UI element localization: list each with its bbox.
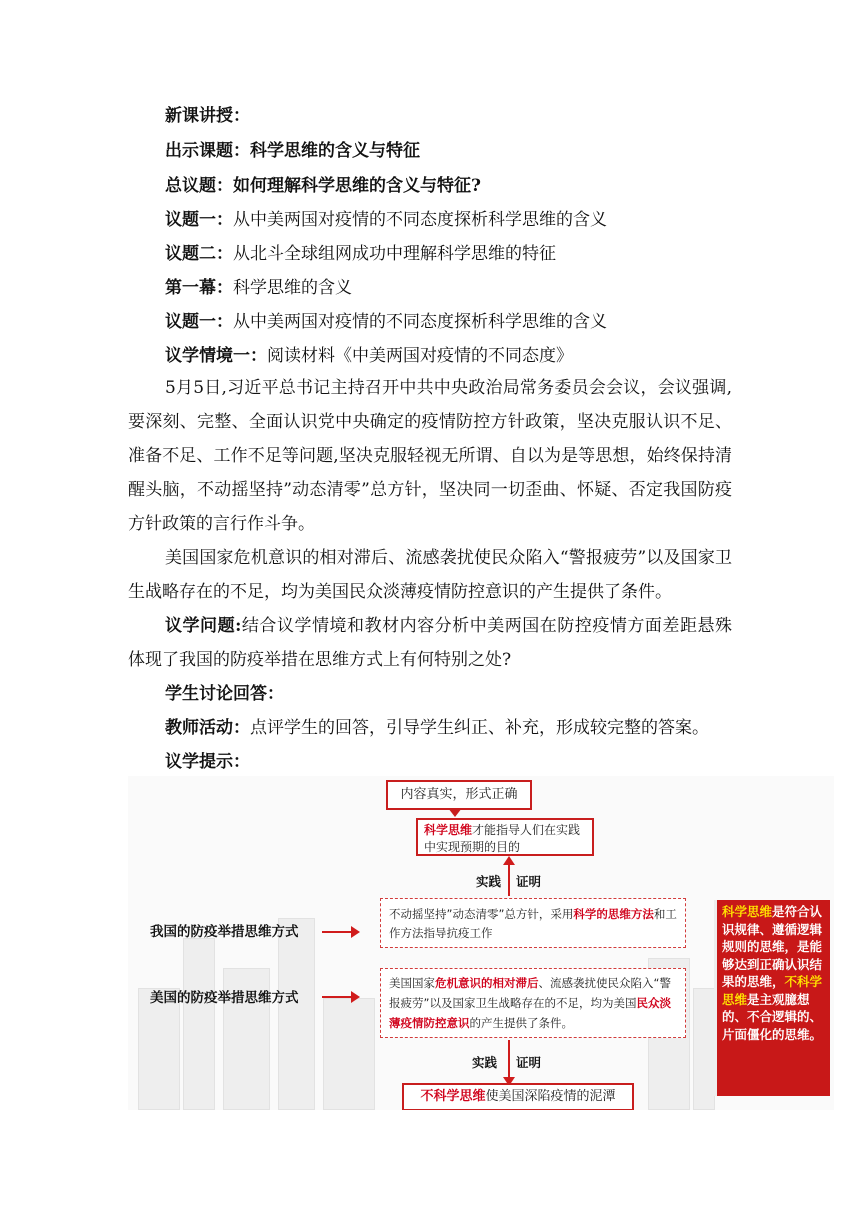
scenario-line bbox=[165, 345, 573, 367]
paragraph-question bbox=[128, 609, 732, 677]
background-building bbox=[693, 988, 715, 1110]
science-thinking-term: 科学思维 bbox=[424, 823, 473, 837]
question-text: 结合议学情境和教材内容分析中美两国在防控疫情方面差距悬殊体现了我国的防疫举措在思维方式上有何特别之处? bbox=[128, 616, 733, 670]
section-heading bbox=[165, 105, 250, 127]
teacher-text: 点评学生的回答，引导学生纠正、补充，形成较完整的答案。 bbox=[250, 718, 709, 738]
lesson-title-line bbox=[165, 140, 420, 162]
background-building bbox=[138, 988, 180, 1110]
topic-two-line bbox=[165, 243, 556, 265]
china-thinking-label: 我国的防疫举措思维方式 bbox=[150, 924, 299, 940]
lesson-title: 科学思维的含义与特征 bbox=[250, 141, 420, 161]
practice-label: 实践 bbox=[476, 874, 502, 889]
question-label: 议学问题: bbox=[165, 616, 242, 636]
line-label: 议题一： bbox=[165, 210, 233, 230]
usa-method-text-mid: 、流感袭扰使民众陷入“警报疲劳”以及国家卫生战略存在的不足，均为美国 bbox=[389, 976, 671, 1010]
science-thinking-text: 才能指导人们在实践中实现预期的目的 bbox=[424, 823, 581, 854]
line-label: 第一幕： bbox=[165, 278, 233, 298]
topic-one-line bbox=[165, 209, 607, 231]
scenario-text: 阅读材料《中美两国对疫情的不同态度》 bbox=[267, 346, 573, 366]
teacher-line bbox=[165, 717, 709, 739]
definition-text-2: 是主观臆想的、不合逻辑的、片面僵化的思维。 bbox=[722, 991, 823, 1042]
definition-highlight-2: 不科学思维 bbox=[722, 974, 823, 1007]
definition-text: 是符合认识规律、遵循逻辑规则的思维，是能够达到正确认识结果的思维， bbox=[722, 904, 823, 989]
non-science-text: 使美国深陷疫情的泥潭 bbox=[485, 1089, 616, 1104]
china-method-text-end: 和工作方法指导抗疫工作 bbox=[389, 907, 677, 940]
topic-text: 从中美两国对疫情的不同态度探析科学思维的含义 bbox=[233, 312, 607, 332]
line-label: 总议题： bbox=[165, 176, 233, 196]
down-pointer-icon bbox=[448, 808, 462, 817]
practice-label: 实践 bbox=[472, 1055, 498, 1070]
definition-highlight: 科学思维 bbox=[722, 904, 773, 919]
usa-method-text: 美国国家 bbox=[389, 976, 435, 990]
discussion-line: 学生讨论回答： bbox=[165, 684, 284, 704]
non-science-box bbox=[402, 1083, 634, 1110]
prove-label: 证明 bbox=[516, 874, 542, 889]
background-building bbox=[278, 918, 315, 1110]
topic-text: 从中美两国对疫情的不同态度探析科学思维的含义 bbox=[233, 210, 607, 230]
science-thinking-box bbox=[416, 818, 594, 856]
non-science-term: 不科学思维 bbox=[420, 1089, 486, 1104]
line-label: 新课讲授： bbox=[165, 106, 250, 126]
line-label: 议学情境一： bbox=[165, 346, 267, 366]
china-method-box bbox=[380, 898, 686, 948]
right-arrow-icon bbox=[322, 996, 358, 998]
china-method-highlight: 科学的思维方法 bbox=[573, 907, 654, 921]
down-arrow-icon bbox=[508, 1040, 510, 1078]
usa-method-highlight: 危机意识的相对滞后 bbox=[435, 976, 539, 990]
prove-label: 证明 bbox=[516, 1055, 542, 1070]
main-topic: 如何理解科学思维的含义与特征? bbox=[233, 176, 481, 196]
act-text: 科学思维的含义 bbox=[233, 278, 352, 298]
content-form-box: 内容真实，形式正确 bbox=[386, 780, 532, 810]
topic-one-repeat-line bbox=[165, 311, 607, 333]
hint-line: 议学提示： bbox=[165, 752, 250, 772]
china-method-text: 不动摇坚持”动态清零”总方针，采用 bbox=[389, 907, 574, 921]
line-label: 议题一： bbox=[165, 312, 233, 332]
main-topic-line bbox=[165, 175, 481, 197]
usa-thinking-label: 美国的防疫举措思维方式 bbox=[150, 990, 299, 1006]
usa-method-text-end: 的产生提供了条件。 bbox=[469, 1016, 573, 1030]
paragraph-china: 5月5日,习近平总书记主持召开中共中央政治局常务委员会会议，会议强调,要深刻、完整、全面认识党中央确定的疫情防控方针政策，坚决克服认识不足、准备不足、工作不足等问题,坚决克服轻视无所谓、自以为是等思想，始终保持清醒头脑，不动摇坚持”动态清零”总方针，坚决同一切歪曲、怀疑、否定我国防疫方针政策的言行作斗争。 bbox=[128, 378, 732, 534]
definition-panel bbox=[714, 900, 830, 1096]
background-building bbox=[323, 998, 375, 1110]
line-label: 出示课题： bbox=[165, 141, 250, 161]
thinking-diagram bbox=[128, 776, 834, 1110]
topic-text: 从北斗全球组网成功中理解科学思维的特征 bbox=[233, 244, 556, 264]
line-label: 教师活动： bbox=[165, 718, 250, 738]
background-building bbox=[183, 938, 215, 1110]
usa-method-box bbox=[380, 968, 686, 1038]
act-one-line bbox=[165, 277, 352, 299]
up-arrow-icon bbox=[508, 864, 510, 896]
paragraph-usa: 美国国家危机意识的相对滞后、流感袭扰使民众陷入“警报疲劳”以及国家卫生战略存在的不足，均为美国民众淡薄疫情防控意识的产生提供了条件。 bbox=[128, 548, 732, 602]
line-label: 议题二： bbox=[165, 244, 233, 264]
usa-method-highlight-2: 民众淡薄疫情防控意识 bbox=[389, 996, 671, 1030]
right-arrow-icon bbox=[322, 931, 358, 933]
